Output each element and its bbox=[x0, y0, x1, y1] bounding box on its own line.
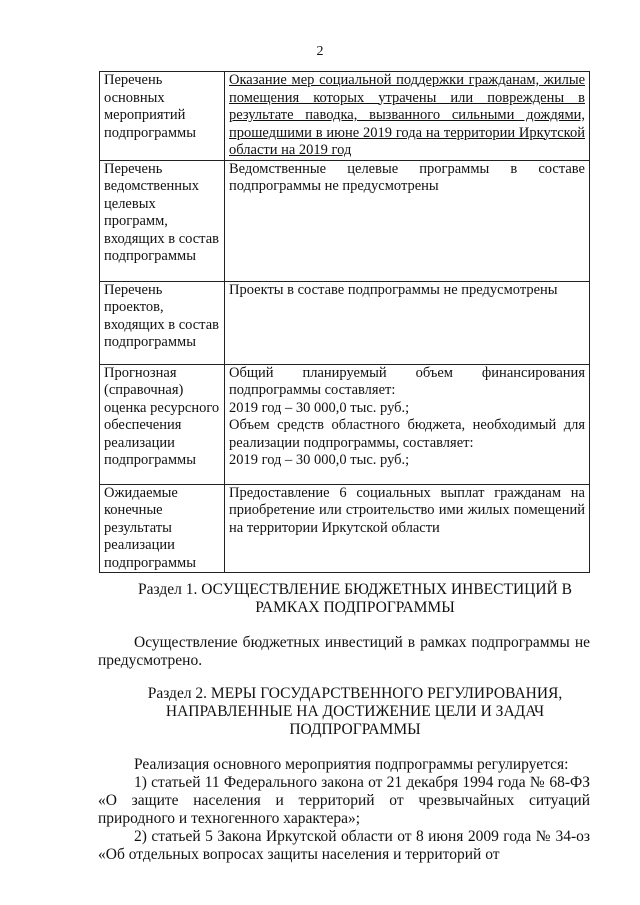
section1-paragraph: Осуществление бюджетных инвестиций в рамках подпрограммы не предусмотрено. bbox=[98, 634, 590, 669]
page-number: 2 bbox=[316, 44, 324, 59]
section1-heading-line: Раздел 1. ОСУЩЕСТВЛЕНИЕ БЮДЖЕТНЫХ ИНВЕСТИЦИЙ В bbox=[138, 581, 572, 598]
row-label: Перечень ведомственных целевых программ, входящих в состав подпрограммы bbox=[100, 160, 225, 281]
section2-intro: Реализация основного мероприятия подпрограммы регулируется: bbox=[134, 756, 569, 773]
section1-text bbox=[98, 634, 590, 670]
section2-heading-line: НАПРАВЛЕННЫЕ НА ДОСТИЖЕНИЕ ЦЕЛИ И ЗАДАЧ bbox=[165, 703, 545, 720]
row-label: Ожидаемые конечные результаты реализации подпрограммы bbox=[100, 484, 225, 573]
section2-item: 1) статьей 11 Федерального закона от 21 декабря 1994 года № 68-ФЗ «О защите населения и территорий от чрезвычайных ситуаций природного и техногенного характера»; bbox=[98, 774, 590, 827]
subprogram-passport-table bbox=[99, 71, 590, 573]
row-label: Перечень основных мероприятий подпрограммы bbox=[100, 72, 225, 161]
row-value bbox=[225, 281, 590, 364]
section2-item: 2) статьей 5 Закона Иркутской области от 8 июня 2009 года № 34-оз «Об отдельных вопросах защиты населения и территорий от bbox=[98, 828, 590, 863]
row-value-text: Ведомственные целевые программы в составе подпрограммы не предусмотрены bbox=[229, 160, 585, 194]
row-value-text: 2019 год – 30 000,0 тыс. руб.; bbox=[229, 399, 410, 416]
row-value-text: Предоставление 6 социальных выплат гражданам на приобретение или строительство ими жилых помещений на территории Иркутской области bbox=[229, 484, 585, 536]
section1-heading-line: РАМКАХ ПОДПРОГРАММЫ bbox=[255, 599, 455, 616]
table-row bbox=[100, 364, 590, 484]
section2-text bbox=[98, 756, 590, 864]
row-label: Перечень проектов, входящих в состав подпрограммы bbox=[100, 281, 225, 364]
row-label: Прогнозная (справочная) оценка ресурсного обеспечения реализации подпрограммы bbox=[100, 364, 225, 484]
row-value-text: 2019 год – 30 000,0 тыс. руб.; bbox=[229, 452, 410, 468]
table-row bbox=[100, 160, 590, 281]
row-value-text: Общий планируемый объем финансирования подпрограммы составляет: bbox=[229, 364, 585, 398]
table-row bbox=[100, 484, 590, 573]
table-row bbox=[100, 281, 590, 364]
row-value-text: Объем средств областного бюджета, необходимый для реализации подпрограммы, составляет: bbox=[229, 417, 585, 451]
section2-heading-line: ПОДПРОГРАММЫ bbox=[289, 721, 421, 738]
section2-heading bbox=[90, 685, 620, 739]
row-value bbox=[225, 160, 590, 281]
row-value bbox=[225, 484, 590, 573]
row-value bbox=[225, 72, 590, 161]
row-value bbox=[225, 364, 590, 484]
section1-heading bbox=[90, 581, 620, 617]
row-value-text: Проекты в составе подпрограммы не предусмотрены bbox=[229, 281, 558, 298]
section2-heading-line: Раздел 2. МЕРЫ ГОСУДАРСТВЕННОГО РЕГУЛИРОВАНИЯ, bbox=[147, 685, 563, 702]
table-row bbox=[100, 72, 590, 161]
row-value-text: Оказание мер социальной поддержки гражданам, жилые помещения которых утрачены или повреждены в результате паводка, вызванного сильными дождями, прошедшими в июне 2019 года на территории Иркутской области на 2019 год bbox=[229, 72, 585, 158]
